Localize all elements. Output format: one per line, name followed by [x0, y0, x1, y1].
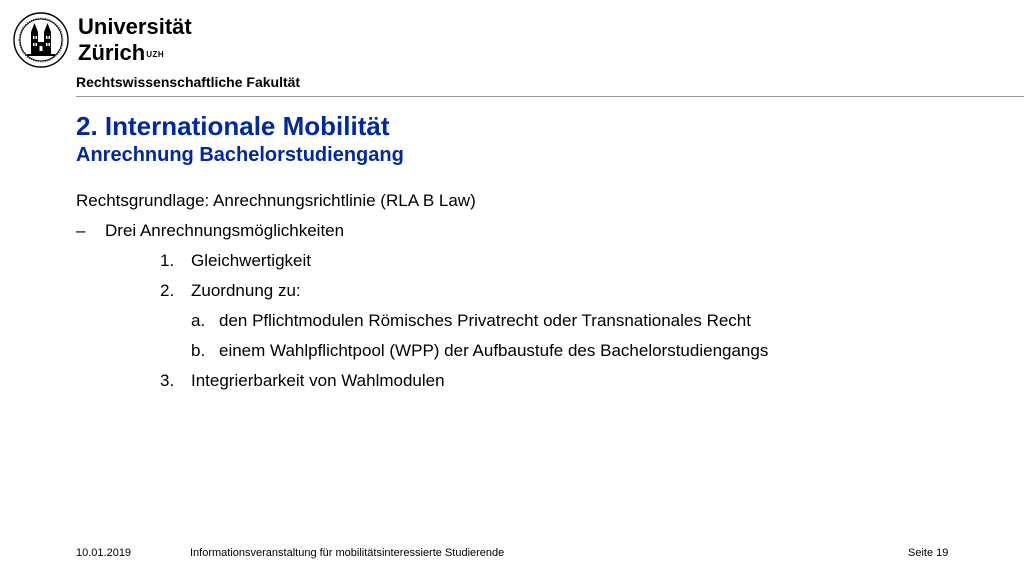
line-text: einem Wahlpflichtpool (WPP) der Aufbaustufe des Bachelorstudiengangs [219, 341, 769, 360]
list-number: 3. [160, 371, 175, 390]
header-divider [76, 96, 1024, 97]
slide-title: 2. Internationale Mobilität [76, 111, 390, 141]
list-letter: b. [191, 341, 206, 360]
logo-line-zuerich: Zürich [78, 40, 146, 65]
footer-event: Informationsveranstaltung für mobilitätsinteressierte Studierende [190, 547, 505, 559]
logo-line-universitaet: Universität [78, 14, 192, 39]
dash-bullet: – [76, 221, 86, 240]
line-text: Gleichwertigkeit [191, 251, 311, 270]
university-seal-icon [13, 12, 69, 68]
university-logo-wordmark [78, 14, 192, 66]
faculty-name: Rechtswissenschaftliche Fakultät [76, 74, 301, 90]
list-letter: a. [191, 311, 206, 330]
footer-date: 10.01.2019 [76, 547, 132, 559]
line-text: Rechtsgrundlage: Anrechnungsrichtlinie (RLA B Law) [76, 191, 476, 210]
line-text: Drei Anrechnungsmöglichkeiten [105, 221, 345, 240]
list-number: 2. [160, 281, 175, 300]
footer-page-number: Seite 19 [908, 547, 949, 559]
line-text: Zuordnung zu: [191, 281, 301, 300]
list-number: 1. [160, 251, 175, 270]
slide-subtitle: Anrechnung Bachelorstudiengang [76, 144, 404, 166]
line-text: den Pflichtmodulen Römisches Privatrecht oder Transnationales Recht [219, 311, 751, 330]
line-text: Integrierbarkeit von Wahlmodulen [191, 371, 445, 390]
logo-superscript-uzh: UZH [146, 50, 165, 59]
